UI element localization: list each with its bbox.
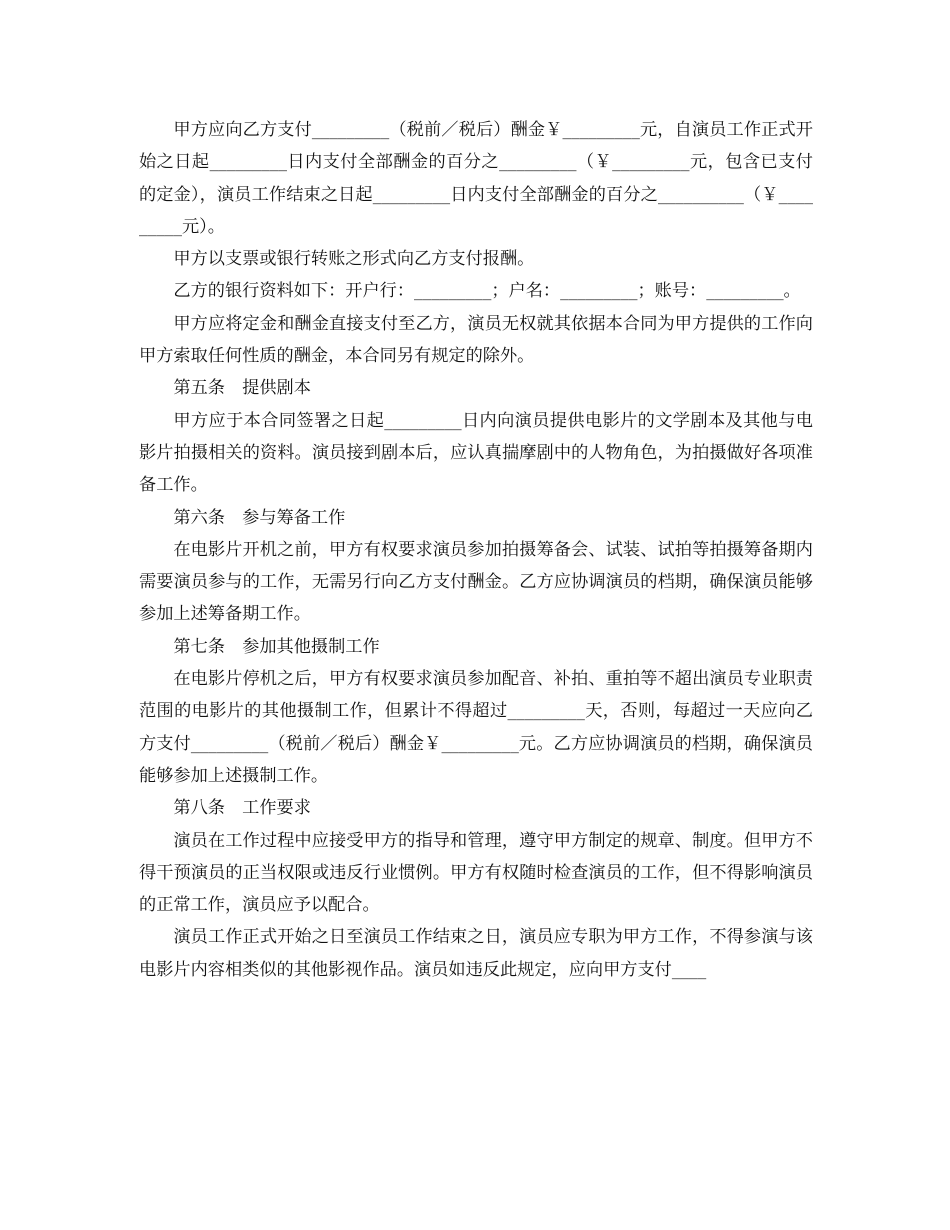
article-8-paragraph-1: 演员在工作过程中应接受甲方的指导和管理，遵守甲方制定的规章、制度。但甲方不得干预演员的正当权限或违反行业惯例。甲方有权随时检查演员的工作，但不得影响演员的正常工作，演员应予以配合。 — [139, 830, 813, 916]
article-5-heading: 第五条 提供剧本 — [173, 378, 311, 399]
direct-payment-paragraph: 甲方应将定金和酬金直接支付至乙方，演员无权就其依据本合同为甲方提供的工作向甲方索取任何性质的酬金，本合同另有规定的除外。 — [139, 313, 813, 367]
article-8-heading: 第八条 工作要求 — [173, 798, 311, 819]
article-6-heading: 第六条 参与筹备工作 — [173, 507, 346, 528]
bank-info-paragraph: 乙方的银行资料如下：开户行：_________；户名：_________；账号：_________。 — [173, 281, 801, 302]
payment-method-paragraph: 甲方以支票或银行转账之形式向乙方支付报酬。 — [173, 249, 535, 270]
document-page — [139, 114, 813, 986]
payment-terms-paragraph: 甲方应向乙方支付_________（税前／税后）酬金￥_________元，自演员工作正式开始之日起_________日内支付全部酬金的百分之_________（￥_________元，包含已支付的定金），演员工作结束之日起_________日内支付全部酬金的百分之__________（￥_________元）。 — [139, 120, 813, 237]
article-6-paragraph: 在电影片开机之前，甲方有权要求演员参加拍摄筹备会、试装、试拍等拍摄筹备期内需要演员参与的工作，无需另行向乙方支付酬金。乙方应协调演员的档期，确保演员能够参加上述筹备期工作。 — [139, 539, 813, 625]
article-5-paragraph: 甲方应于本合同签署之日起_________日内向演员提供电影片的文学剧本及其他与电影片拍摄相关的资料。演员接到剧本后，应认真揣摩剧中的人物角色，为拍摄做好各项准备工作。 — [139, 410, 813, 496]
article-8-paragraph-2: 演员工作正式开始之日至演员工作结束之日，演员应专职为甲方工作，不得参演与该电影片内容相类似的其他影视作品。演员如违反此规定，应向甲方支付____ — [139, 927, 813, 980]
article-7-paragraph: 在电影片停机之后，甲方有权要求演员参加配音、补拍、重拍等不超出演员专业职责范围的电影片的其他摄制工作，但累计不得超过_________天，否则，每超过一天应向乙方支付_________（税前／税后）酬金￥_________元。乙方应协调演员的档期，确保演员能够参加上述摄制工作。 — [139, 669, 813, 786]
article-7-heading: 第七条 参加其他摄制工作 — [173, 636, 380, 657]
